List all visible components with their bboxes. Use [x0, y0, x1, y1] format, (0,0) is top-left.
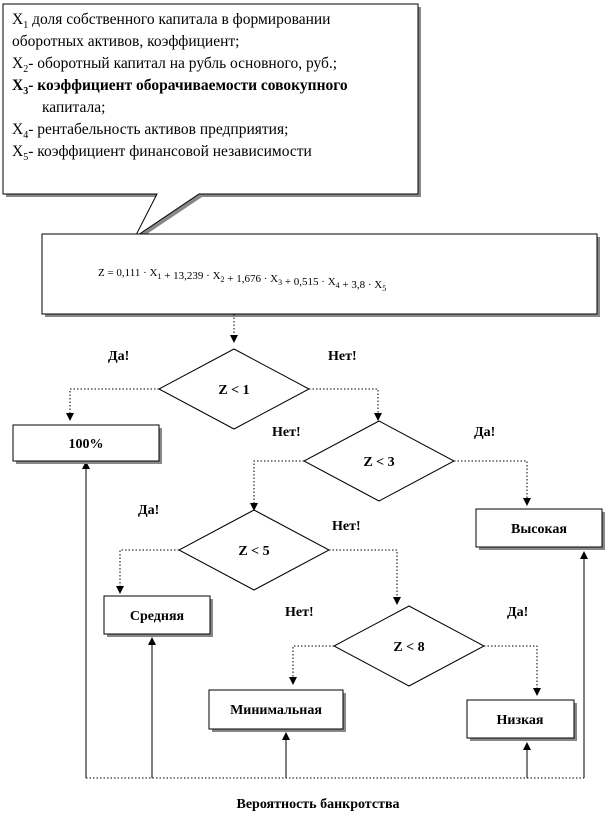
branch-yes-label-3: Да!: [138, 503, 160, 518]
legend-line: $X_5-$ коэффициент финансовой независимости: [12, 143, 312, 163]
legend-line: $X_2-$ оборотный капитал на рубль основного, руб.;: [12, 55, 338, 75]
branch-yes-label-1: Да!: [108, 349, 130, 364]
legend-line: $X_1$ доля собственного капитала в формировании: [12, 11, 331, 31]
decision-z-lt-8: [334, 606, 484, 686]
legend-line: капитала;: [42, 99, 106, 116]
outcome-100-box: [13, 425, 162, 464]
outcome-low-label: Низкая: [496, 713, 544, 728]
decision-z-lt-8-label: Z < 8: [393, 640, 425, 655]
outcome-minimal-box: [209, 690, 346, 732]
outcome-medium-label: Средняя: [129, 609, 185, 624]
branch-no-label-2: Нет!: [272, 425, 301, 440]
outcome-high-label: Высокая: [511, 522, 567, 537]
formula-text: $Z = 0,111 \cdot X_1 + 13,239 \cdot X_2 + 1,676 \cdot X_3 + 0,515 \cdot X_4 + 3,8 \cdot X_5$: [98, 267, 387, 293]
decision-z-lt-3: [304, 421, 454, 501]
decision-z-lt-1-label: Z < 1: [218, 383, 250, 398]
decision-z-lt-3-label: Z < 3: [363, 455, 395, 470]
decision-z-lt-1: [159, 349, 309, 429]
branch-yes-label-2: Да!: [474, 425, 496, 440]
legend-line: $X_3-$ коэффициент оборачиваемости совокупного: [12, 77, 348, 97]
outcome-100-label: 100%: [68, 437, 104, 452]
outcome-minimal-label: Минимальная: [230, 703, 322, 718]
outcome-low-box: [467, 700, 577, 741]
branch-no-label-4: Нет!: [285, 605, 314, 620]
outcome-medium-box: [104, 596, 213, 637]
outcome-high-box: [476, 509, 605, 550]
branch-no-label-3: Нет!: [332, 519, 361, 534]
legend-line: оборотных активов, коэффициент;: [12, 33, 240, 50]
decision-z-lt-5-label: Z < 5: [238, 544, 270, 559]
decision-z-lt-5: [179, 510, 329, 590]
branch-no-label-1: Нет!: [328, 349, 357, 364]
footer-caption: Вероятность банкротства: [236, 797, 400, 812]
branch-yes-label-4: Да!: [507, 605, 529, 620]
legend-line: $X_4-$ рентабельность активов предприятия;: [12, 121, 289, 141]
